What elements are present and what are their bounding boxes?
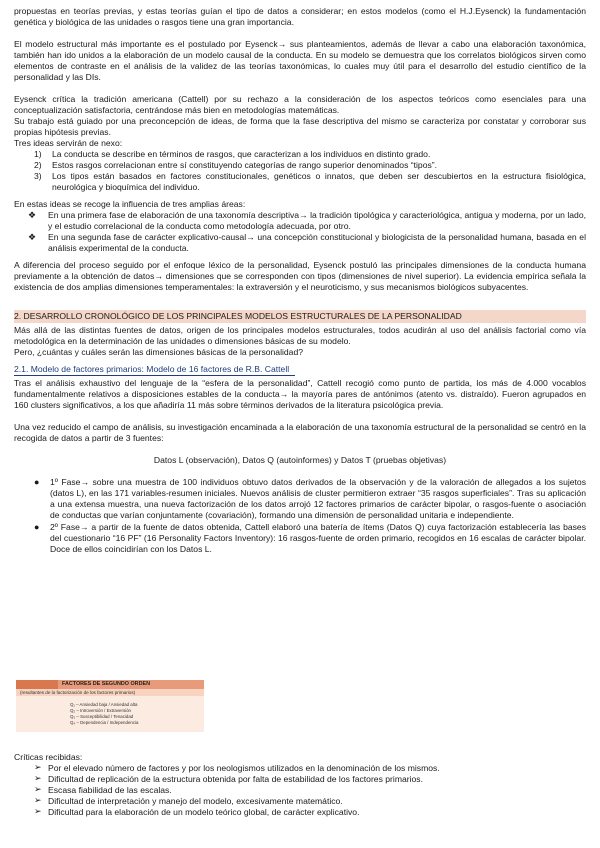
list-item: ➢ Escasa fiabilidad de las escalas. (34, 784, 172, 795)
dot-bullet-icon: ● (34, 477, 40, 487)
paragraph-factor-analysis: Más allá de las distintas fuentes de datos, origen de los principales modelos estructurales, todos acudirán al uso del análisis factorial como vía metodológica en la determinación de las unidades o dimensiones básicas de su modelo. (14, 325, 586, 346)
list-item: 1) La conducta se describe en términos de rasgos, que caracterizan a los individuos en distinto grado. (34, 149, 431, 159)
diamond-bullet-icon: ❖ (28, 232, 37, 242)
arrow-bullet-icon: ➢ (34, 773, 42, 783)
list-item: ❖ En una segunda fase de carácter explicativo-causal→ una concepción constitucional y biologicista de la personalidad humana, basada en el análisis experimental de la conducta. (28, 232, 586, 253)
critiques-list (14, 763, 586, 818)
table-row: Q₂ – Introversión / Extraversión (70, 708, 132, 713)
list-item: ➢ Dificultad de replicación de la estructura obtenida por falta de estabilidad de los factores primarios. (34, 773, 423, 784)
critiques-heading: Críticas recibidas: (14, 752, 83, 762)
table-row: Q₃ – Susceptibilidad / Tenacidad (70, 714, 134, 719)
paragraph-eysenck-model: El modelo estructural más importante es el postulado por Eysenck→ sus planteamientos, además de llevar a cabo una elaboración taxonómica, también han ido unidos a la elaboración de un modelo causal de la conducta. En su modelo se demuestra que los correlatos biológicos sirven como elementos de contraste en el análisis de la validez de las teorías taxonómicas, lo cuales muy útil para el desarrollo del estudio científico de la personalidad y las DIs. (14, 39, 586, 82)
table-row: Q₁ – Ansiedad baja / Ansiedad alta (70, 702, 138, 707)
list-item: ➢ Dificultad para la elaboración de un modelo teórico global, de carácter explicativo. (34, 806, 360, 817)
phases-list (14, 477, 586, 555)
subsection-heading: 2.1. Modelo de factores primarios: Modelo de 16 factores de R.B. Cattell (14, 364, 295, 376)
document-page (14, 6, 586, 556)
second-order-factors-table (16, 680, 204, 732)
paragraph-data-sources: Una vez reducido el campo de análisis, su investigación encaminada a la elaboración de una taxonomía estructural de la personalidad se centró en la recogida de datos a partir de 3 fuentes: (14, 422, 586, 443)
dot-bullet-icon: ● (34, 522, 40, 532)
areas-list (14, 210, 586, 254)
arrow-bullet-icon: ➢ (34, 784, 42, 794)
arrow-bullet-icon: ➢ (34, 795, 42, 805)
paragraph-eysenck-critique: Eysenck crítica la tradición americana (Cattell) por su rechazo a la consideración de los aspectos teóricos como esenciales para una conceptualización satisfactoria, centrándose más bien en metodologías matemáticas. (14, 94, 586, 115)
list-item: 2) Estos rasgos correlacionan entre sí constituyendo categorías de rango superior denominados “tipos”. (34, 160, 438, 170)
ideas-list (14, 149, 586, 193)
critiques-block (14, 752, 586, 818)
paragraph-question: Pero, ¿cuántas y cuáles serán las dimensiones básicas de la personalidad? (14, 347, 304, 357)
data-sources-line: Datos L (observación), Datos Q (autoinformes) y Datos T (pruebas objetivas) (153, 455, 447, 465)
paragraph-cattell-lexicon: Tras el análisis exhaustivo del lenguaje de la “esfera de la personalidad”, Cattell recogió como punto de partida, los más de 4.000 vocablos fundamentalmente relativos a disposiciones estables de la conducta→ la mayoría pares de antónimos (atento vs. distraído). Fueron agrupados en 160 clusters significativos, a los que añadiría 11 más sobre términos derivados de la literatura psicológica previa. (14, 378, 586, 410)
list-item: 3) Los tipos están basados en factores constitucionales, genéticos o innatos, que deben ser descubiertos en la estructura fisiológica, neurológica y bioquímica del individuo. (34, 171, 586, 192)
arrow-bullet-icon: ➢ (34, 806, 42, 816)
diamond-bullet-icon: ❖ (28, 210, 37, 220)
paragraph-intro: propuestas en teorías previas, y estas teorías guían el tipo de datos a considerar; en estos modelos (como el H.J.Eysenck) la fundamentación genética y biológica de las unidades o rasgos tiene una gran importancia. (14, 6, 586, 27)
list-item: ● 2º Fase→ a partir de la fuente de datos obtenida, Cattell elaboró una batería de ítems (Datos Q) cuya factorización establecería las bases del cuestionario “16 PF” (16 Personality Factors Inventory): 16 rasgos-fuente de orden primario, recogidos en 16 escalas de carácter bipolar. Doce de ellos coincidirían con los Datos L. (34, 522, 586, 554)
table-row: Q₄ – Dependencia / Independencia (70, 720, 139, 725)
list-item: ➢ Por el elevado número de factores y por los neologismos utilizados en la denominación de los mismos. (34, 762, 440, 773)
list-item: ● 1º Fase→ sobre una muestra de 100 individuos obtuvo datos derivados de la observación y de la valoración de allegados a los sujetos (datos L), en las 171 variables-resumen iniciales. Nuevos análisis de cluster permitieron extraer “35 rasgos superficiales”. Tras su aplicación a una extensa muestra, una nueva factorización de los datos arrojó 12 factores primarios de carácter bipolar, o rasgos-fuente o asociación de conductas que varían conjuntamente (covariación), formando una dimensión de personalidad unitaria e independiente. (34, 477, 586, 520)
table-title: FACTORES DE SEGUNDO ORDEN (62, 681, 150, 687)
list-item: ➢ Dificultad de interpretación y manejo del modelo, excesivamente matemático. (34, 795, 343, 806)
table-subtitle: (resultantes de la factorización de los factores primarios) (16, 689, 204, 696)
paragraph-ideas-intro: Tres ideas servirán de nexo: (14, 138, 123, 148)
paragraph-lexical-difference: A diferencia del proceso seguido por el enfoque léxico de la personalidad, Eysenck postuló las principales dimensiones de la conducta humana previamente a la obtención de datos→ dimensiones que se corresponden con tipos (dimensiones de nivel superior). La evidencia empírica señala la existencia de dos amplias dimensiones temperamentales: la extraversión y el neuroticismo, y sus mecanismos biológicos subyacentes. (14, 260, 586, 292)
section-heading: 2. DESARROLLO CRONOLÓGICO DE LOS PRINCIPALES MODELOS ESTRUCTURALES DE LA PERSONALIDAD (14, 310, 586, 323)
list-item: ❖ En una primera fase de elaboración de una taxonomía descriptiva→ la tradición tipológica y caracteriológica, antigua y moderna, por un lado, y el estudio correlacional de la conducta como metodología adecuada, por otro. (28, 210, 586, 231)
arrow-bullet-icon: ➢ (34, 762, 42, 772)
paragraph-areas-intro: En estas ideas se recoge la influencia de tres amplias áreas: (14, 199, 246, 209)
paragraph-eysenck-work: Su trabajo está guiado por una preconcepción de ideas, de forma que la fase descriptiva del mismo se caracteriza por constatar y corroborar sus propias hipótesis previas. (14, 116, 586, 137)
